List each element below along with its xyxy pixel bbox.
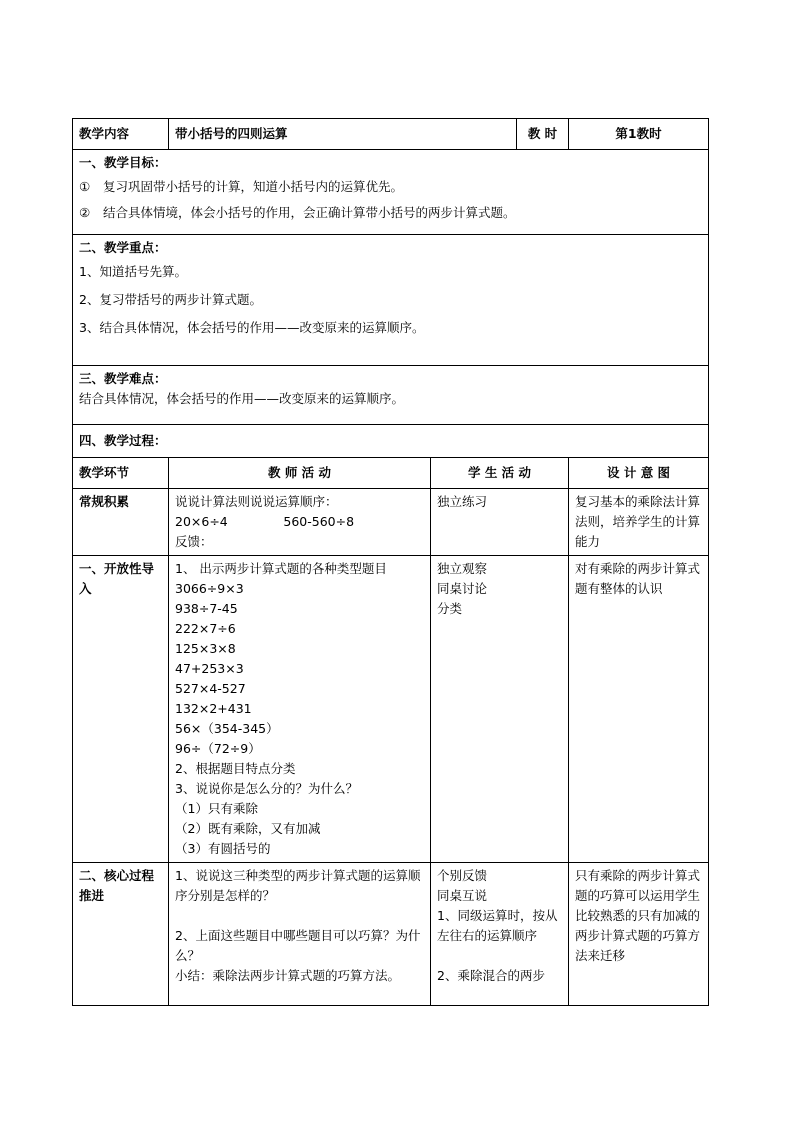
student-activity-cell — [431, 556, 569, 863]
process-header-row — [73, 458, 709, 489]
stage-cell: 二、核心过程推进 — [73, 863, 169, 1006]
teacher-line: （1）只有乘除 — [175, 801, 258, 816]
teacher-line: 56×（354-345） — [175, 721, 279, 736]
teacher-line: 说说计算法则说说运算顺序： — [175, 494, 338, 509]
teacher-line: 2、上面这些题目中哪些题目可以巧算？为什么？ — [175, 928, 421, 963]
goal-text: 结合具体情境，体会小括号的作用，会正确计算带小括号的两步计算式题。 — [103, 205, 516, 220]
goals-title: 一、教学目标： — [79, 155, 167, 170]
intent-cell — [569, 863, 709, 1006]
column-header-student: 学 生 活 动 — [431, 458, 569, 489]
teacher-line: 20×6÷4 560-560÷8 — [175, 514, 355, 529]
teacher-line: 47+253×3 — [175, 661, 244, 676]
teacher-line: 132×2+431 — [175, 701, 252, 716]
student-line: 2、乘除混合的两步 — [437, 968, 545, 983]
student-line: 独立观察 — [437, 561, 488, 576]
student-activity-cell — [431, 489, 569, 556]
student-line: 个别反馈 — [437, 868, 488, 883]
intent-cell — [569, 489, 709, 556]
teacher-line: 3066÷9×3 — [175, 581, 244, 596]
key-points-section — [73, 235, 709, 366]
student-activity-cell — [431, 863, 569, 1006]
goal-item — [79, 177, 702, 197]
teacher-line: 125×3×8 — [175, 641, 236, 656]
process-row-routine — [73, 489, 709, 556]
spacer — [437, 946, 562, 966]
process-title: 四、教学过程： — [79, 433, 167, 448]
teacher-line: 反馈： — [175, 534, 213, 549]
stage-cell: 常规积累 — [73, 489, 169, 556]
student-line: 1、同级运算时，按从左往右的运算顺序 — [437, 908, 558, 943]
difficulties-section — [73, 366, 709, 425]
key-point-item: 2、复习带括号的两步计算式题。 — [79, 292, 262, 307]
goal-number: ① — [79, 179, 91, 194]
column-header-stage: 教学环节 — [73, 458, 169, 489]
teacher-line: 2、根据题目特点分类 — [175, 761, 296, 776]
teacher-activity-cell — [169, 556, 431, 863]
key-points-title: 二、教学重点： — [79, 240, 167, 255]
header-row — [73, 119, 709, 150]
student-line: 同桌讨论 — [437, 581, 488, 596]
goal-text: 复习巩固带小括号的计算，知道小括号内的运算优先。 — [103, 179, 404, 194]
stage-cell: 一、开放性导入 — [73, 556, 169, 863]
student-line: 分类 — [437, 601, 463, 616]
teacher-line: 小结：乘除法两步计算式题的巧算方法。 — [175, 968, 401, 983]
teacher-line: 222×7÷6 — [175, 621, 236, 636]
label-content: 教学内容 — [73, 119, 169, 150]
teacher-line: （2）既有乘除，又有加减 — [175, 821, 321, 836]
column-header-teacher: 教 师 活 动 — [169, 458, 431, 489]
intent-text: 复习基本的乘除法计算法则，培养学生的计算能力 — [575, 494, 701, 549]
intent-cell — [569, 556, 709, 863]
lesson-plan-table — [72, 118, 709, 1006]
teacher-line: 938÷7-45 — [175, 601, 238, 616]
teacher-line: 1、 出示两步计算式题的各种类型题目 — [175, 561, 387, 576]
intent-text: 对有乘除的两步计算式题有整体的认识 — [575, 561, 701, 596]
teacher-activity-cell — [169, 489, 431, 556]
key-point-item: 1、知道括号先算。 — [79, 264, 187, 279]
process-title-row — [73, 425, 709, 458]
intent-text: 只有乘除的两步计算式题的巧算可以运用学生比较熟悉的只有加减的两步计算式题的巧算方法来迁移 — [575, 868, 701, 963]
lesson-number: 第1教时 — [569, 119, 709, 150]
teacher-activity-cell — [169, 863, 431, 1006]
goal-number: ② — [79, 205, 91, 220]
teacher-line: 1、说说这三种类型的两步计算式题的运算顺序分别是怎样的？ — [175, 868, 421, 903]
column-header-intent: 设 计 意 图 — [569, 458, 709, 489]
difficulties-text: 结合具体情况，体会括号的作用——改变原来的运算顺序。 — [79, 391, 405, 406]
student-line: 独立练习 — [437, 494, 488, 509]
key-point-item: 3、结合具体情况，体会括号的作用——改变原来的运算顺序。 — [79, 320, 425, 335]
student-line: 同桌互说 — [437, 888, 488, 903]
process-row-intro — [73, 556, 709, 863]
label-time: 教 时 — [517, 119, 569, 150]
spacer — [175, 906, 424, 926]
lesson-title: 带小括号的四则运算 — [169, 119, 517, 150]
teacher-line: 527×4-527 — [175, 681, 246, 696]
teacher-line: 3、说说你是怎么分的？为什么？ — [175, 781, 358, 796]
lesson-plan-page — [72, 118, 708, 1006]
difficulties-title: 三、教学难点： — [79, 371, 167, 386]
goals-section — [73, 150, 709, 235]
teacher-line: 96÷（72÷9） — [175, 741, 261, 756]
goal-item — [79, 203, 702, 223]
teacher-line: （3）有圆括号的 — [175, 841, 271, 856]
process-row-core — [73, 863, 709, 1006]
